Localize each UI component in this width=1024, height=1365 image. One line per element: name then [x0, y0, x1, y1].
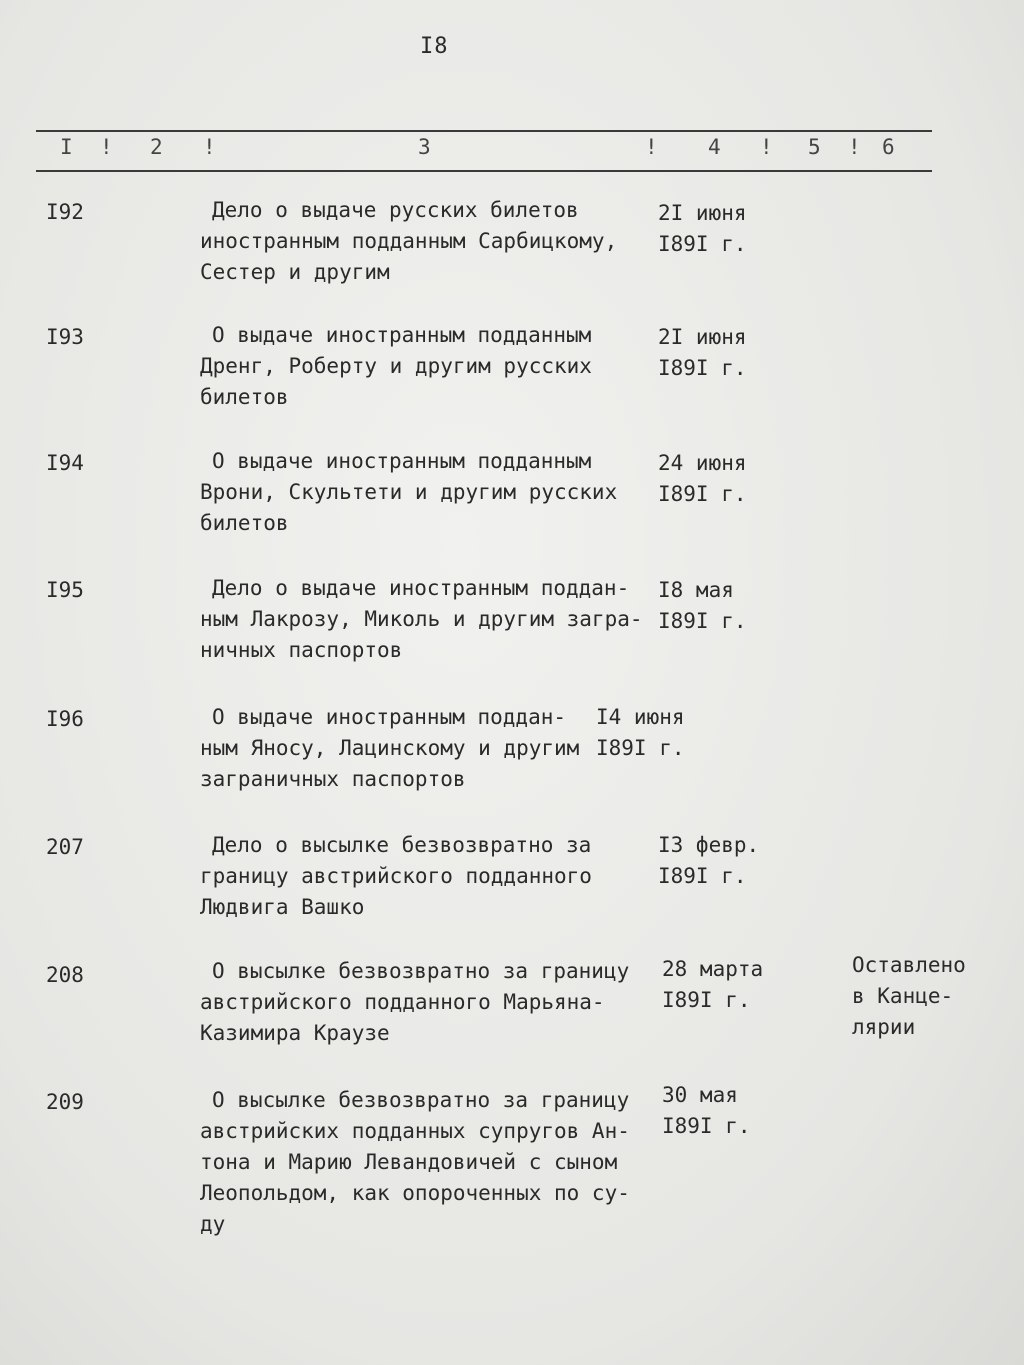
description-line: О высылке безвозвратно за границу [212, 959, 630, 983]
entry-number: I92 [46, 200, 84, 224]
entry-description [200, 702, 650, 795]
description-line: О выдаче иностранным подданным [212, 323, 592, 347]
entry-date [658, 322, 778, 384]
date-line: I8 мая [658, 578, 734, 602]
entry-number: 208 [46, 963, 84, 987]
date-line: I89I г. [658, 609, 747, 633]
description-line: О высылке безвозвратно за границу [212, 1088, 630, 1112]
header-rule-bottom [36, 170, 932, 172]
description-line: билетов [200, 385, 289, 409]
entry-description [200, 1085, 650, 1240]
entry-description [200, 320, 650, 413]
col-header-4: 4 [708, 135, 721, 159]
date-line: I4 июня [596, 705, 685, 729]
date-line: 24 июня [658, 451, 747, 475]
col-header-1: I [60, 135, 73, 159]
description-line: Леопольдом, как опороченных по су- [200, 1181, 630, 1205]
entry-date [662, 954, 782, 1016]
description-line: ным Яносу, Лацинскому и другим [200, 736, 580, 760]
description-line: иностранным подданным Сарбицкому, [200, 229, 618, 253]
entry-number: 207 [46, 835, 84, 859]
description-line: Дело о высылке безвозвратно за [212, 833, 592, 857]
entry-description [200, 573, 650, 666]
date-line: I89I г. [658, 864, 747, 888]
date-line: I89I г. [658, 482, 747, 506]
description-line: Врони, Скультети и другим русских [200, 480, 618, 504]
col-header-3: 3 [418, 135, 431, 159]
description-line: ным Лакрозу, Миколь и другим загра- [200, 607, 643, 631]
entry-description [200, 956, 650, 1049]
col-header-sep-4: ! [760, 135, 773, 159]
description-line: Сестер и другим [200, 260, 390, 284]
entry-description [200, 830, 650, 923]
description-line: ду [200, 1212, 226, 1236]
col-header-5: 5 [808, 135, 821, 159]
col-header-sep-1: ! [100, 135, 113, 159]
entry-date [662, 1080, 782, 1142]
description-line: тона и Марию Левандовичей с сыном [200, 1150, 618, 1174]
note-line: в Канце- [852, 984, 954, 1008]
col-header-2: 2 [150, 135, 163, 159]
entry-number: I96 [46, 707, 84, 731]
entry-date [658, 448, 778, 510]
entry-number: I93 [46, 325, 84, 349]
description-line: Дренг, Роберту и другим русских [200, 354, 592, 378]
description-line: австрийских подданных супругов Ан- [200, 1119, 630, 1143]
date-line: 28 марта [662, 957, 764, 981]
note-line: Оставлено [852, 953, 966, 977]
col-header-sep-3: ! [645, 135, 658, 159]
entry-description [200, 195, 650, 288]
description-line: Дело о выдаче русских билетов [212, 198, 579, 222]
date-line: I89I г. [596, 736, 685, 760]
col-header-6: 6 [882, 135, 895, 159]
entry-number: I95 [46, 578, 84, 602]
note-line: лярии [852, 1015, 916, 1039]
date-line: I3 февр. [658, 833, 760, 857]
description-line: билетов [200, 511, 289, 535]
date-line: I89I г. [658, 356, 747, 380]
entry-number: 209 [46, 1090, 84, 1114]
page-number: I8 [420, 34, 449, 59]
description-line: границу австрийского подданного [200, 864, 592, 888]
date-line: I89I г. [658, 232, 747, 256]
description-line: Людвига Вашко [200, 895, 365, 919]
date-line: 2I июня [658, 201, 747, 225]
description-line: австрийского подданного Марьяна- [200, 990, 605, 1014]
entry-description [200, 446, 650, 539]
entry-date [658, 830, 778, 892]
description-line: Дело о выдаче иностранным поддан- [212, 576, 630, 600]
col-header-sep-2: ! [203, 135, 216, 159]
description-line: ничных паспортов [200, 638, 403, 662]
header-rule-top [36, 130, 932, 132]
description-line: О выдаче иностранным подданным [212, 449, 592, 473]
date-line: 2I июня [658, 325, 747, 349]
description-line: заграничных паспортов [200, 767, 466, 791]
date-line: 30 мая [662, 1083, 738, 1107]
entry-number: I94 [46, 451, 84, 475]
date-line: I89I г. [662, 1114, 751, 1138]
entry-date [658, 198, 778, 260]
description-line: О выдаче иностранным поддан- [212, 705, 567, 729]
col-header-sep-5: ! [848, 135, 861, 159]
description-line: Казимира Краузе [200, 1021, 390, 1045]
entry-note [852, 950, 982, 1043]
entry-date [596, 702, 716, 764]
date-line: I89I г. [662, 988, 751, 1012]
entry-date [658, 575, 778, 637]
